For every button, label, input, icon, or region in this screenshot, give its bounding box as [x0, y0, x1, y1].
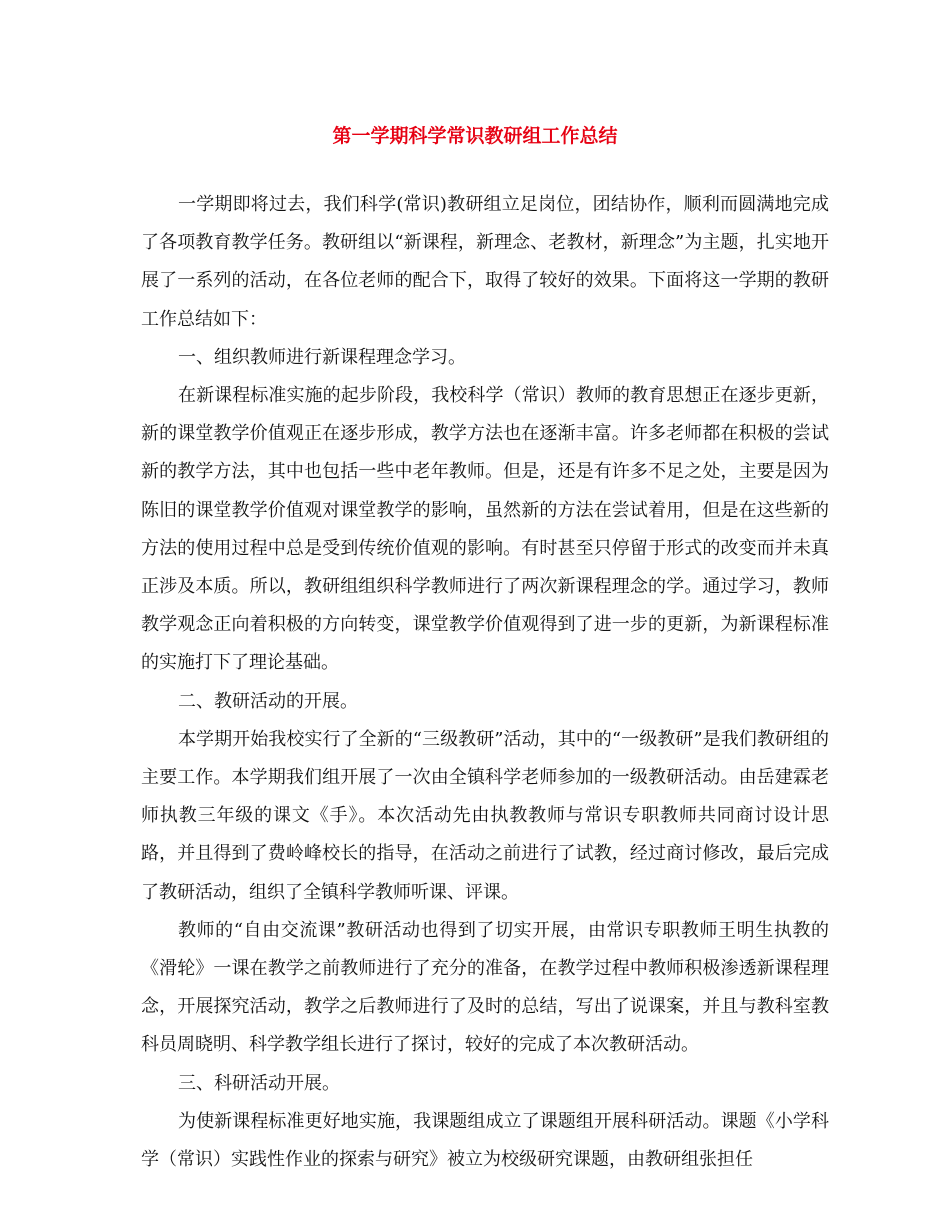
paragraph-intro: 一学期即将过去，我们科学(常识)教研组立足岗位，团结协作，顺利而圆满地完成了各项教育教学任务。教研组以“新课程，新理念、老教材，新理念”为主题，扎实地开展了一系列的活动，在各位老师的配合下，取得了较好的效果。下面将这一学期的教研工作总结如下： — [141, 194, 829, 330]
paragraph-section-1: 在新课程标准实施的起步阶段，我校科学（常识）教师的教育思想正在逐步更新，新的课堂教学价值观正在逐步形成，教学方法也在逐渐丰富。许多老师都在积极的尝试新的教学方法，其中也包括一些中老年教师。但是，还是有许多不足之处，主要是因为陈旧的课堂教学价值观对课堂教学的影响，虽然新的方法在尝试着用，但是在这些新的方法的使用过程中总是受到传统价值观的影响。有时甚至只停留于形式的改变而并未真正涉及本质。所以，教研组组织科学教师进行了两次新课程理念的学。通过学习，教师教学观念正向着积极的方向转变，课堂教学价值观得到了进一步的更新，为新课程标准的实施打下了理论基础。 — [141, 385, 829, 674]
paragraph-section-2a: 本学期开始我校实行了全新的“三级教研”活动，其中的“一级教研”是我们教研组的主要工作。本学期我们组开展了一次由全镇科学老师参加的一级教研活动。由岳建霖老师执教三年级的课文《手》。本次活动先由执教教师与常识专职教师共同商讨设计思路，并且得到了费岭峰校长的指导，在活动之前进行了试教，经过商讨修改，最后完成了教研活动，组织了全镇科学教师听课、评课。 — [141, 728, 829, 903]
section-heading-3: 三、科研活动开展。 — [178, 1072, 340, 1094]
paragraph-section-3: 为使新课程标准更好地实施，我课题组成立了课题组开展科研活动。课题《小学科学（常识）实践性作业的探索与研究》被立为校级研究课题，由教研组张担任 — [141, 1110, 829, 1171]
section-heading-1: 一、组织教师进行新课程理念学习。 — [178, 346, 466, 368]
section-heading-2: 二、教研活动的开展。 — [178, 690, 358, 712]
document-title: 第一学期科学常识教研组工作总结 — [332, 125, 618, 147]
document-body — [141, 186, 829, 1179]
paragraph-section-2b: 教师的“自由交流课”教研活动也得到了切实开展，由常识专职教师王明生执教的《滑轮》一课在教学之前教师进行了充分的准备，在教学过程中教师积极渗透新课程理念，开展探究活动，教学之后教师进行了及时的总结，写出了说课案，并且与教科室教科员周晓明、科学教学组长进行了探讨，较好的完成了本次教研活动。 — [141, 919, 829, 1056]
